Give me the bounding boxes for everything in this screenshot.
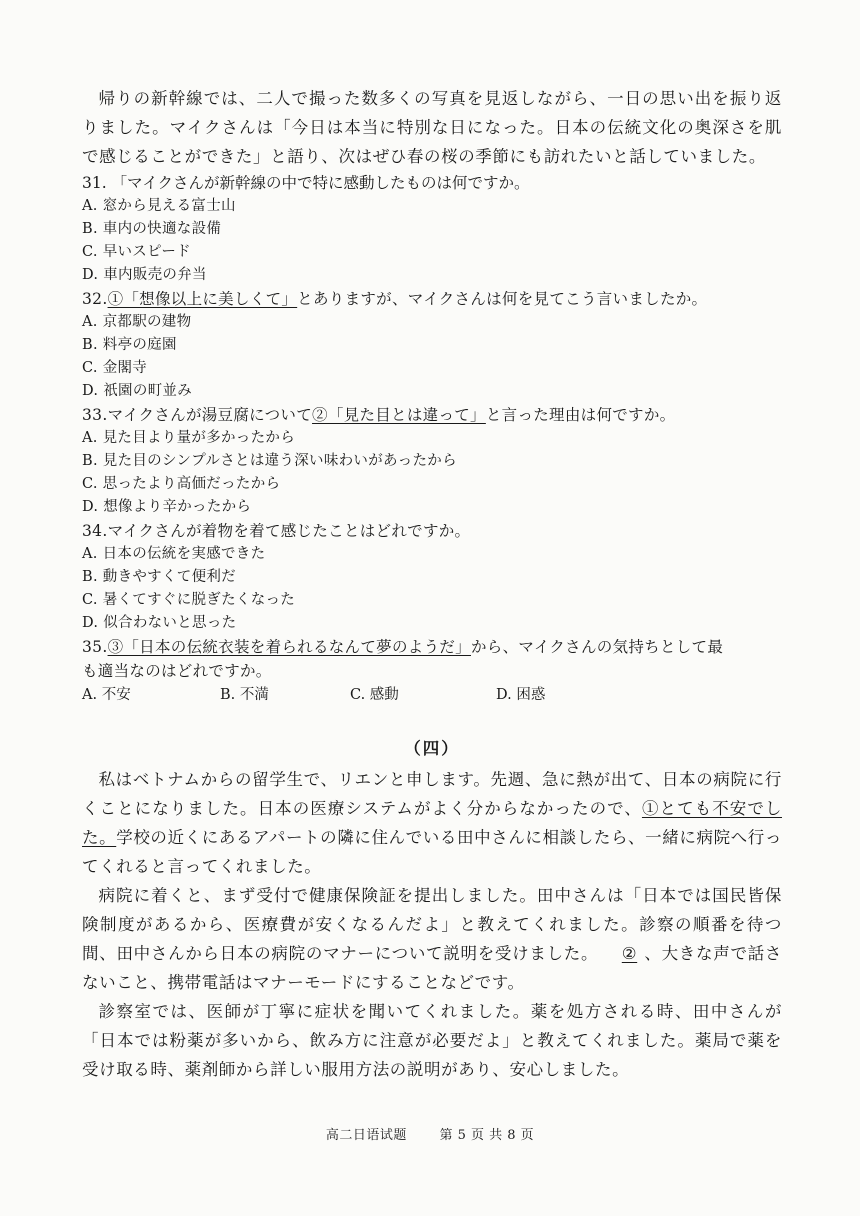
option-d: D. 祇園の町並み (82, 383, 193, 399)
option-a: A. 京都駅の建物 (82, 314, 192, 330)
option-a: A. 窓から見える富士山 (82, 198, 236, 214)
underlined-quote: ①「想像以上に美しくて」 (107, 290, 298, 308)
question-33-stem (82, 403, 782, 427)
option-a: A. 日本の伝統を実感できた (82, 546, 266, 562)
question-text: マイクさんが湯豆腐について (107, 406, 313, 424)
question-text: と言った理由は何ですか。 (485, 406, 676, 424)
passage-paragraph-1 (82, 765, 782, 881)
question-34-stem (82, 519, 782, 543)
underlined-quote: ③「日本の伝統衣装を着られるなんて夢のようだ」 (107, 638, 471, 656)
passage-text: 私はベトナムからの留学生で、リエンと申します。先週、急に熱が出て、日本の病院に行くことになりました。日本の医療システムがよく分からなかったので、 (82, 770, 782, 818)
option-d: D. 車内販売の弁当 (82, 267, 207, 283)
section-heading: （四） (404, 739, 460, 758)
option-d: D. 想像より辛かったから (82, 499, 252, 515)
question-number: 35. (82, 638, 108, 656)
option-c: C. 思ったより高価だったから (82, 476, 281, 492)
option-b: B. 動きやすくて便利だ (82, 569, 236, 585)
question-number: 31. (82, 174, 107, 192)
question-number: 34. (82, 522, 108, 540)
question-32-stem (82, 287, 782, 311)
option-d: D. 困惑 (496, 687, 546, 703)
underlined-quote: ②「見た目とは違って」 (312, 406, 486, 424)
passage-paragraph-2 (82, 881, 782, 997)
option-a: A. 見た目より量が多かったから (82, 430, 295, 446)
question-31-stem (82, 171, 782, 195)
option-b: B. 車内の快適な設備 (82, 221, 222, 237)
passage-paragraph-3: 診察室では、医師が丁寧に症状を聞いてくれました。薬を処方される時、田中さんが「日本では粉薬が多いから、飲み方に注意が必要だよ」と教えてくれました。薬局で薬を受け取る時、薬剤師から詳しい服用方法の説明があり、安心しました。 (82, 1002, 782, 1079)
question-35 (82, 635, 782, 707)
underlined-phrase: ①とても不安でした。 (82, 799, 782, 847)
question-text: とありますが、マイクさんは何を見てこう言いましたか。 (297, 290, 708, 308)
option-a: A. 不安 (82, 687, 131, 703)
option-c: C. 金閣寺 (82, 360, 148, 376)
question-35-stem (82, 635, 782, 683)
exam-page (82, 84, 782, 1084)
intro-paragraph: 帰りの新幹線では、二人で撮った数多くの写真を見返しながら、一日の思い出を振り返りました。マイクさんは「今日は本当に特別な日になった。日本の伝統文化の奥深さを肌で感じることができた」と語り、次はぜひ春の桜の季節にも訪れたいと話していました。 (82, 89, 782, 166)
footer-subject: 高二日语试题 (325, 1128, 407, 1143)
option-c: C. 早いスピード (82, 244, 191, 260)
option-d: D. 似合わないと思った (82, 615, 237, 631)
question-text: マイクさんが着物を着て感じたことはどれですか。 (107, 522, 471, 540)
passage-text: 学校の近くにあるアパートの隣に住んでいる田中さんに相談したら、一緒に病院へ行ってくれると言ってくれました。 (82, 828, 782, 876)
question-number: 32. (82, 290, 108, 308)
passage-text: 、大きな声で話さないこと、携帯電話はマナーモードにすることなどです。 (82, 944, 782, 992)
question-33 (82, 403, 782, 519)
question-text-continued: も適当なのはどれですか。 (82, 662, 272, 680)
question-34 (82, 519, 782, 635)
question-32 (82, 287, 782, 403)
passage-text: 病院に着くと、まず受付で健康保険証を提出しました。田中さんは「日本では国民皆保険制度があるから、医療費が安くなるんだよ」と教えてくれました。診察の順番を待つ間、田中さんから日本の病院のマナーについて説明を受けました。 (82, 886, 782, 963)
option-c: C. 暑くてすぐに脱ぎたくなった (82, 592, 296, 608)
options-row (82, 683, 782, 707)
question-text: 「マイクさんが新幹線の中で特に感動したものは何ですか。 (111, 174, 530, 192)
option-c: C. 感動 (350, 687, 399, 703)
footer-page-info: 第 5 页 共 8 页 (439, 1128, 535, 1143)
option-b: B. 料亭の庭園 (82, 337, 177, 353)
option-b: B. 見た目のシンプルさとは違う深い味わいがあったから (82, 453, 457, 469)
page-footer (0, 1124, 860, 1143)
answer-blank: ② (621, 944, 638, 963)
question-31 (82, 171, 782, 287)
option-b: B. 不満 (220, 687, 269, 703)
question-text: から、マイクさんの気持ちとして最 (470, 638, 724, 656)
question-number: 33. (82, 406, 108, 424)
